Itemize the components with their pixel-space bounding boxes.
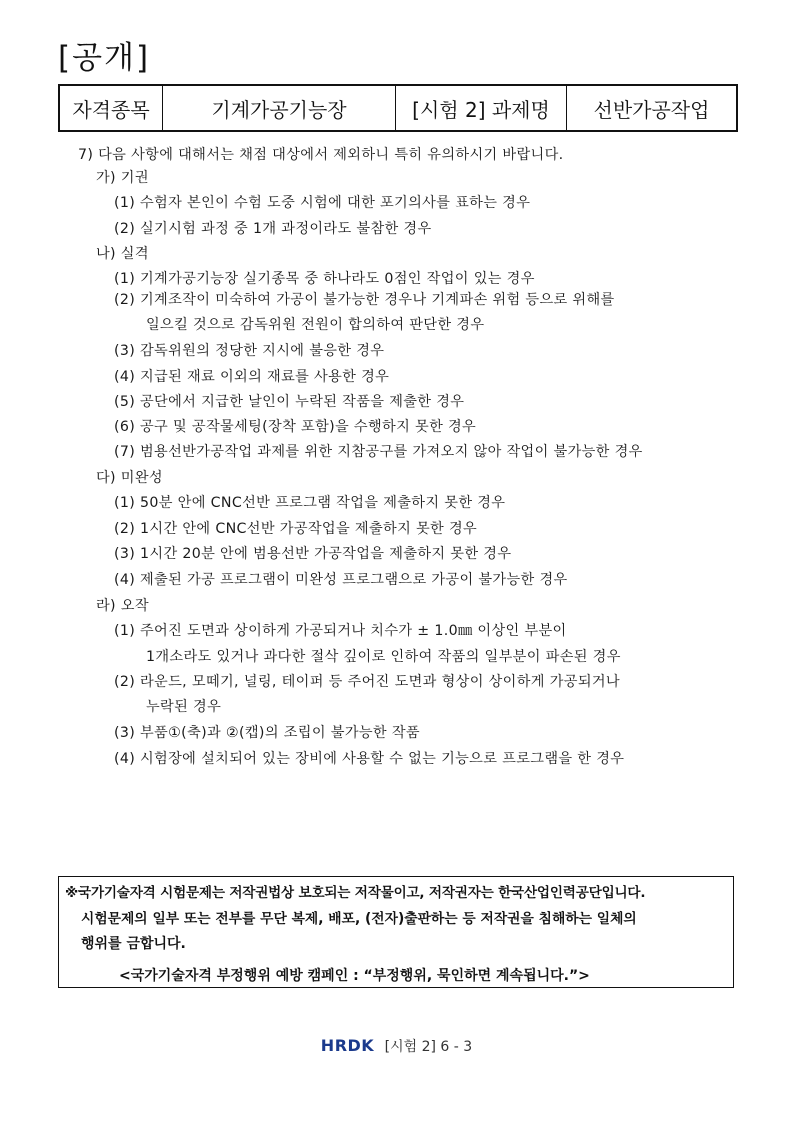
list-item: (2) 기계조작이 미숙하여 가공이 불가능한 경우나 기계파손 위험 등으로 위해를 [114,292,615,308]
list-item: (2) 실기시험 과정 중 1개 과정이라도 불참한 경우 [114,221,432,237]
list-item: (4) 지급된 재료 이외의 재료를 사용한 경우 [114,369,390,385]
page-number: [시험 2] 6 - 3 [384,1039,473,1055]
list-item: (4) 시험장에 설치되어 있는 장비에 사용할 수 없는 기능으로 프로그램을 한 경우 [114,751,625,767]
intro-text: 7) 다음 사항에 대해서는 채점 대상에서 제외하니 특히 유의하시기 바랍니다. [78,147,564,163]
hrdk-logo: HRDK [320,1036,375,1055]
section-title: 가) 기권 [96,170,149,186]
exam-value: 선반가공작업 [567,85,738,131]
list-item: (7) 범용선반가공작업 과제를 위한 지참공구를 가져오지 않아 작업이 불가능한 경우 [114,444,643,460]
exam-header-table [58,84,738,132]
section-title: 다) 미완성 [96,470,163,486]
copyright-line-2: 시험문제의 일부 또는 전부를 무단 복제, 배포, (전자)출판하는 등 저작권을 침해하는 일체의 [81,911,637,927]
list-item: (1) 주어진 도면과 상이하게 가공되거나 치수가 ± 1.0㎜ 이상인 부분이 [114,623,567,639]
page-footer [0,1036,793,1056]
list-item: (5) 공단에서 지급한 날인이 누락된 작품을 제출한 경우 [114,394,465,410]
section-title: 라) 오작 [96,598,149,614]
list-item-continuation: 누락된 경우 [146,699,222,715]
list-item: (1) 수험자 본인이 수험 도중 시험에 대한 포기의사를 표하는 경우 [114,195,531,211]
list-item: (3) 1시간 20분 안에 범용선반 가공작업을 제출하지 못한 경우 [114,546,512,562]
list-item: (2) 라운드, 모떼기, 널링, 테이퍼 등 주어진 도면과 형상이 상이하게 가공되거나 [114,674,620,690]
list-item: (1) 50분 안에 CNC선반 프로그램 작업을 제출하지 못한 경우 [114,495,506,511]
list-item-continuation: 1개소라도 있거나 과다한 절삭 깊이로 인하여 작품의 일부분이 파손된 경우 [146,649,621,665]
list-item: (6) 공구 및 공작물세팅(장착 포함)을 수행하지 못한 경우 [114,419,477,435]
copyright-line-3: 행위를 금합니다. [81,936,186,952]
list-item: (3) 감독위원의 정당한 지시에 불응한 경우 [114,343,385,359]
copyright-line-1: ※국가기술자격 시험문제는 저작권법상 보호되는 저작물이고, 저작권자는 한국산업인력공단입니다. [65,885,646,901]
field-value: 기계가공기능장 [163,85,396,131]
disclosure-tag: [공개] [58,40,151,76]
campaign-text: <국가기술자격 부정행위 예방 캠페인 : “부정행위, 묵인하면 계속됩니다.”> [119,968,590,984]
exam-label: [시험 2] 과제명 [396,85,567,131]
copyright-notice-box [58,876,734,988]
section-title: 나) 실격 [96,246,149,262]
list-item: (4) 제출된 가공 프로그램이 미완성 프로그램으로 가공이 불가능한 경우 [114,572,568,588]
field-label: 자격종목 [59,85,163,131]
list-item: (2) 1시간 안에 CNC선반 가공작업을 제출하지 못한 경우 [114,521,478,537]
list-item-continuation: 일으킬 것으로 감독위원 전원이 합의하여 판단한 경우 [146,317,485,333]
list-item: (3) 부품①(축)과 ②(캡)의 조립이 불가능한 작품 [114,725,420,741]
list-item: (1) 기계가공기능장 실기종목 중 하나라도 0점인 작업이 있는 경우 [114,271,535,287]
